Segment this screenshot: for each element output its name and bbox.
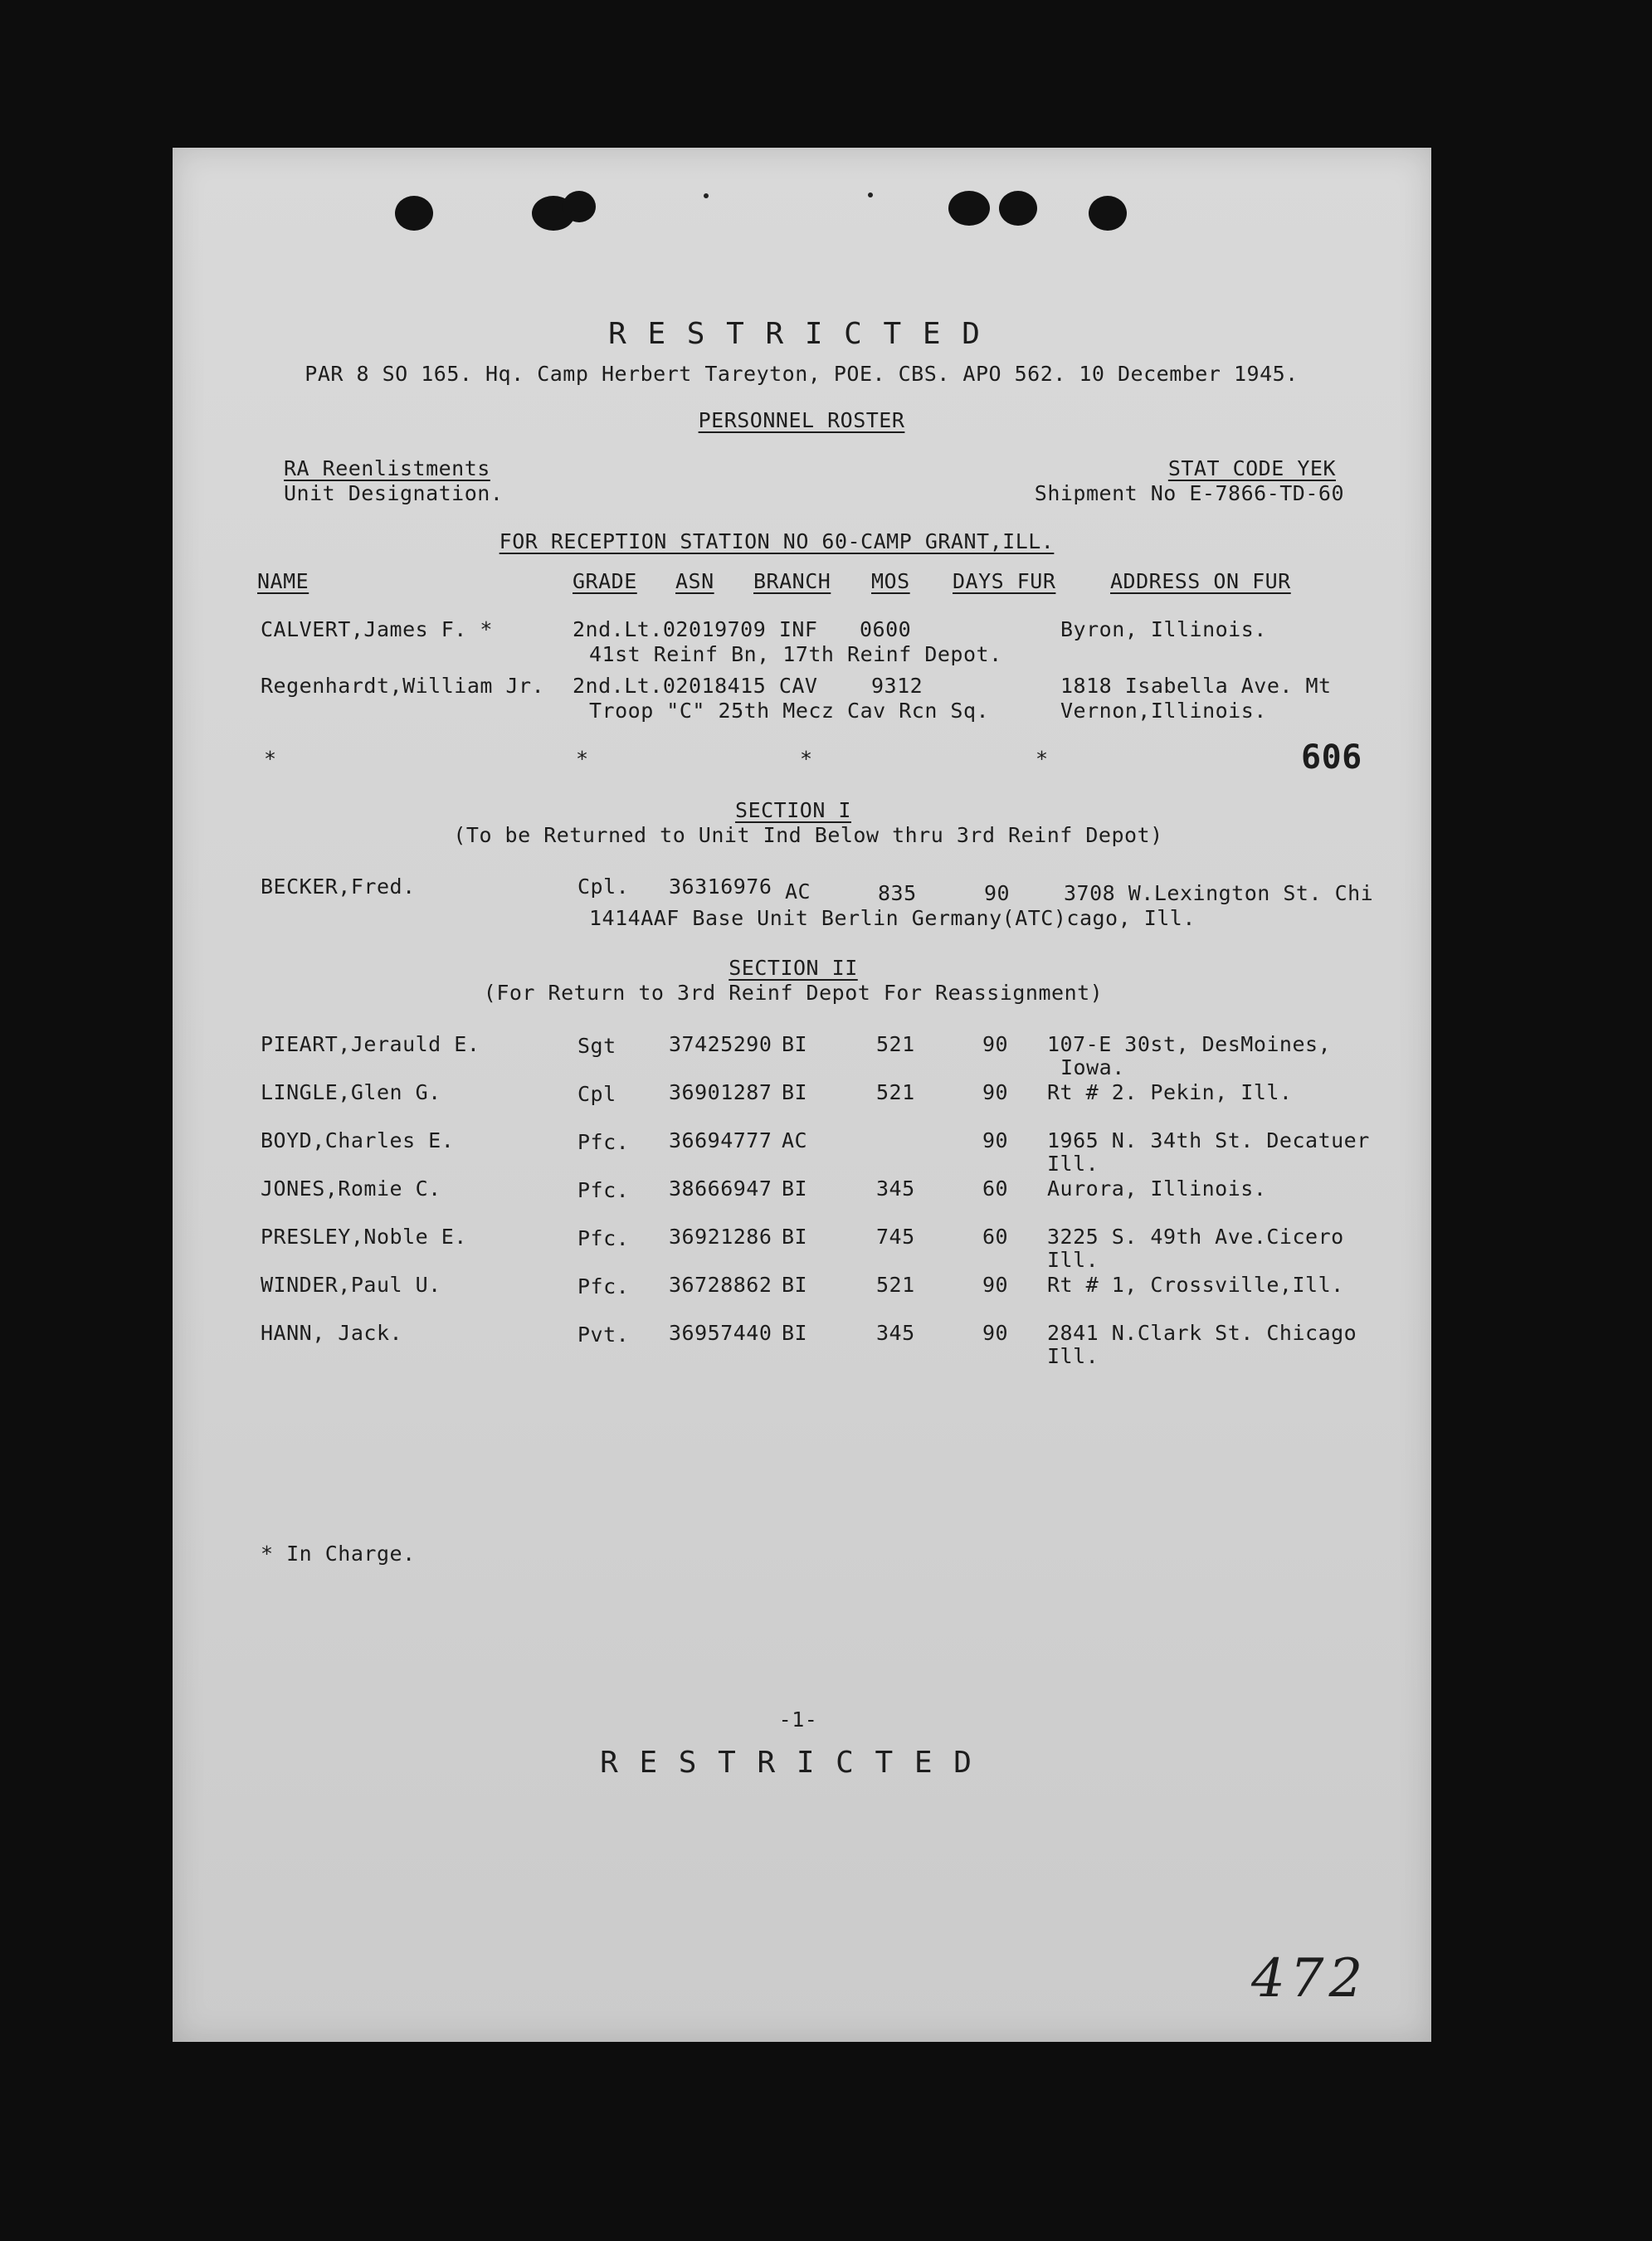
row-mos: 745 [876,1225,915,1249]
destination: FOR RECEPTION STATION NO 60-CAMP GRANT,ILL. [499,529,1055,553]
shipment-number: Shipment No E-7866-TD-60 [1034,481,1344,505]
section1-days: 90 [984,881,1011,905]
section1-name: BECKER,Fred. [261,874,416,899]
row-branch: BI [782,1321,808,1345]
row-grade: Sgt [577,1034,616,1058]
classification-top: R E S T R I C T E D [608,317,982,351]
row-asn: 36921286 [669,1225,772,1249]
row-address-line2: Ill. [1047,1152,1099,1176]
row-asn: 36901287 [669,1080,772,1104]
row-address: Aurora, Illinois. [1047,1177,1267,1201]
officer-grade-asn-branch: 2nd.Lt.02018415 CAV [573,674,818,698]
separator-asterisk: * [1036,747,1049,771]
row-name: BOYD,Charles E. [261,1128,455,1152]
roster-title: PERSONNEL ROSTER [698,408,905,432]
col-grade: GRADE [573,569,637,593]
row-grade: Pfc. [577,1130,630,1154]
section2-title: SECTION II [729,956,858,980]
col-days-fur: DAYS FUR [953,569,1056,593]
row-mos: 521 [876,1080,915,1104]
row-grade: Pfc. [577,1226,630,1250]
row-name: PIEART,Jerauld E. [261,1032,480,1056]
row-name: WINDER,Paul U. [261,1273,441,1297]
row-branch: BI [782,1225,808,1249]
row-asn: 36728862 [669,1273,772,1297]
officer-address: Byron, Illinois. [1060,617,1267,641]
handwritten-number: 472 [1251,1948,1368,2010]
col-mos: MOS [871,569,910,593]
row-branch: BI [782,1273,808,1297]
row-mos: 521 [876,1032,915,1056]
classification-bottom: R E S T R I C T E D [600,1746,973,1780]
footnote: * In Charge. [261,1542,416,1566]
row-mos: 345 [876,1321,915,1345]
row-days: 60 [982,1177,1009,1201]
row-days: 60 [982,1225,1009,1249]
punch-hole [948,191,990,226]
page-number: -1- [778,1708,818,1732]
section1-mos: 835 [878,881,917,905]
officer-address-line2: Vernon,Illinois. [1060,699,1267,723]
section1-address: 3708 W.Lexington St. Chi [1064,881,1374,905]
order-line: PAR 8 SO 165. Hq. Camp Herbert Tareyton, POE. CBS. APO 562. 10 December 1945. [305,362,1299,386]
row-mos: 345 [876,1177,915,1201]
officer-unit: Troop "C" 25th Mecz Cav Rcn Sq. [589,699,990,723]
row-name: JONES,Romie C. [261,1177,441,1201]
row-days: 90 [982,1080,1009,1104]
row-address: 2841 N.Clark St. Chicago [1047,1321,1357,1345]
stamp-number: 606 [1301,738,1362,777]
punch-hole [1089,196,1127,231]
col-branch: BRANCH [753,569,831,593]
unit-designation-label: Unit Designation. [284,481,504,505]
section1-line2: 1414AAF Base Unit Berlin Germany(ATC)cago, Ill. [589,906,1196,930]
row-name: HANN, Jack. [261,1321,403,1345]
separator-asterisk: * [800,747,813,771]
col-address: ADDRESS ON FUR [1110,569,1291,593]
col-name: NAME [257,569,309,593]
officer-grade-asn-branch: 2nd.Lt.02019709 INF [573,617,818,641]
row-address: 3225 S. 49th Ave.Cicero [1047,1225,1344,1249]
speck [868,192,873,197]
speck [704,193,709,198]
row-days: 90 [982,1128,1009,1152]
row-grade: Pfc. [577,1178,630,1202]
section1-branch: AC [785,879,811,904]
officer-address: 1818 Isabella Ave. Mt [1060,674,1332,698]
row-asn: 36694777 [669,1128,772,1152]
row-days: 90 [982,1032,1009,1056]
row-grade: Cpl [577,1082,616,1106]
row-asn: 38666947 [669,1177,772,1201]
row-branch: BI [782,1032,808,1056]
punch-hole [563,191,596,222]
section1-subtitle: (To be Returned to Unit Ind Below thru 3rd Reinf Depot) [453,823,1163,847]
row-days: 90 [982,1321,1009,1345]
punch-hole [395,196,433,231]
col-asn: ASN [675,569,714,593]
row-name: LINGLE,Glen G. [261,1080,441,1104]
row-branch: BI [782,1177,808,1201]
row-name: PRESLEY,Noble E. [261,1225,467,1249]
row-address: Rt # 1, Crossville,Ill. [1047,1273,1344,1297]
section1-title: SECTION I [735,798,851,822]
separator-asterisk: * [576,747,589,771]
document-page [173,148,1431,2042]
row-days: 90 [982,1273,1009,1297]
row-address: 1965 N. 34th St. Decatuer [1047,1128,1370,1152]
row-address-line2: Iowa. [1060,1055,1125,1079]
row-address-line2: Ill. [1047,1248,1099,1272]
officer-name: CALVERT,James F. * [261,617,493,641]
punch-hole [999,191,1037,226]
separator-asterisk: * [264,747,277,771]
unit-designation-value: RA Reenlistments [284,456,490,480]
row-branch: BI [782,1080,808,1104]
section2-subtitle: (For Return to 3rd Reinf Depot For Reassignment) [483,981,1104,1005]
row-asn: 36957440 [669,1321,772,1345]
officer-mos: 0600 [860,617,912,641]
row-address: Rt # 2. Pekin, Ill. [1047,1080,1293,1104]
row-asn: 37425290 [669,1032,772,1056]
row-branch: AC [782,1128,808,1152]
officer-unit: 41st Reinf Bn, 17th Reinf Depot. [589,642,1002,666]
officer-mos: 9312 [871,674,923,698]
officer-name: Regenhardt,William Jr. [261,674,545,698]
row-grade: Pfc. [577,1274,630,1298]
section1-grade: Cpl. [577,874,630,899]
row-mos: 521 [876,1273,915,1297]
section1-asn: 36316976 [669,874,772,899]
stat-code: STAT CODE YEK [1167,456,1336,480]
row-grade: Pvt. [577,1323,630,1347]
row-address: 107-E 30st, DesMoines, [1047,1032,1332,1056]
row-address-line2: Ill. [1047,1344,1099,1368]
